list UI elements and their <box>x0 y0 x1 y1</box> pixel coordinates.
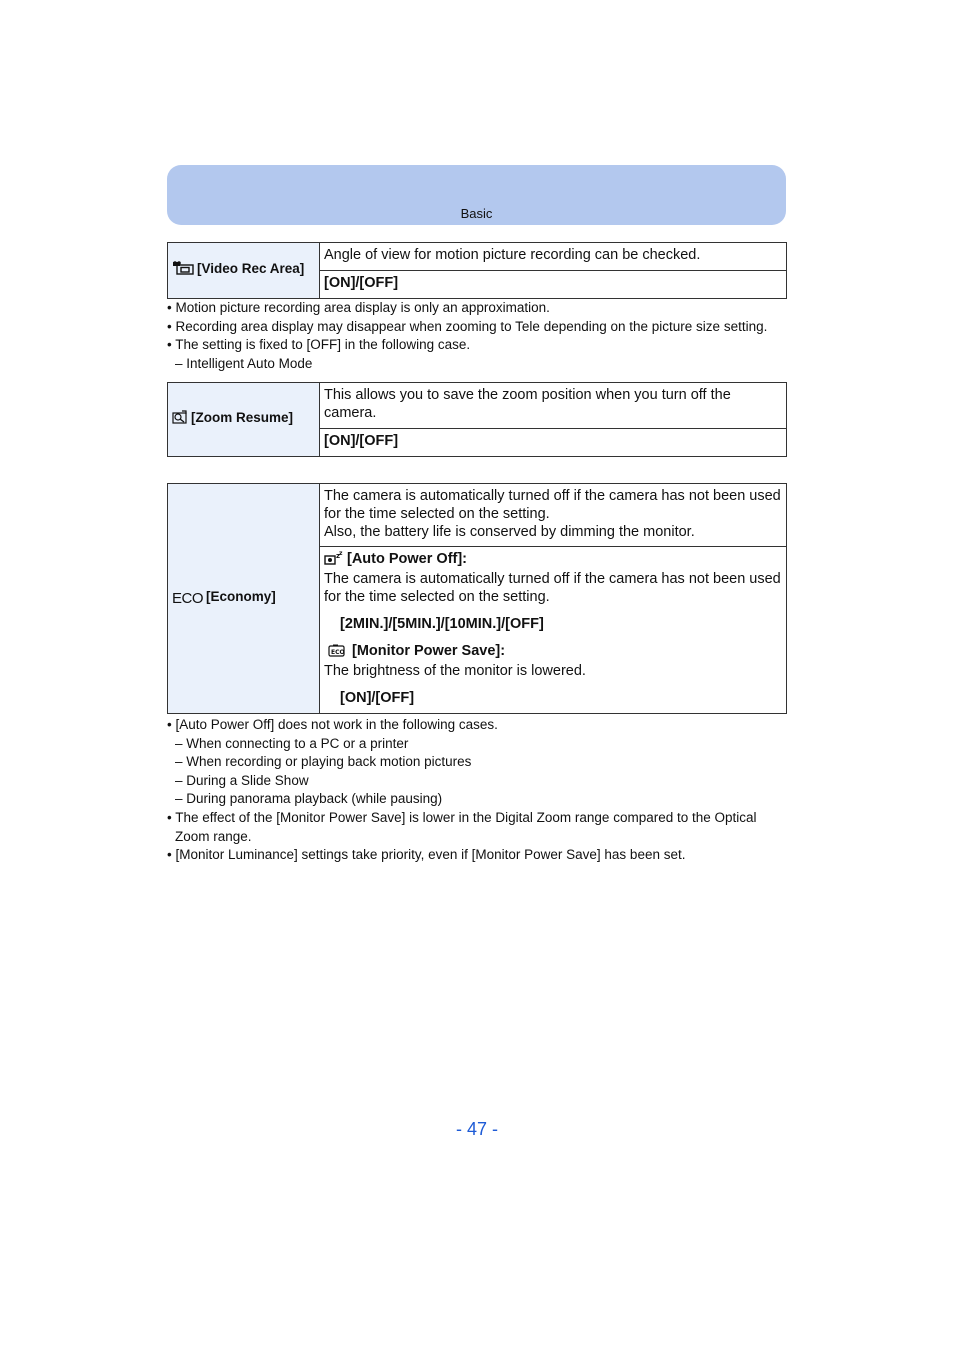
economy-label-cell <box>168 484 320 714</box>
auto-power-off-icon <box>324 551 344 570</box>
monitor-power-save-options: [ON]/[OFF] <box>340 690 415 706</box>
monitor-power-save-icon <box>328 644 345 662</box>
eco-icon: ECO <box>172 590 204 607</box>
svg-text:z: z <box>336 552 341 560</box>
note-item: • [Monitor Luminance] settings take priority, even if [Monitor Power Save] has been set. <box>167 847 686 863</box>
section-header-band <box>167 165 786 225</box>
economy-label: [Economy] <box>206 589 276 604</box>
video-rec-area-description: Angle of view for motion picture recording can be checked. <box>320 243 787 271</box>
note-sub-item: – When recording or playing back motion pictures <box>175 754 472 770</box>
zoom-resume-options: [ON]/[OFF] <box>320 429 787 457</box>
zoom-resume-table <box>167 382 787 457</box>
section-header-label: Basic <box>460 206 493 221</box>
note-item: • Recording area display may disappear when zooming to Tele depending on the picture size setting. <box>167 318 768 334</box>
video-rec-area-table <box>167 242 787 299</box>
economy-description <box>320 484 787 547</box>
video-rec-area-label-cell <box>168 243 320 299</box>
zoom-resume-label: [Zoom Resume] <box>191 410 294 425</box>
svg-text:ECO: ECO <box>331 649 345 656</box>
economy-table <box>167 483 787 714</box>
economy-description-line2: Also, the battery life is conserved by dimming the monitor. <box>324 524 695 540</box>
auto-power-off-heading <box>324 550 782 570</box>
video-rec-area-label: [Video Rec Area] <box>197 261 305 276</box>
zoom-resume-label-cell <box>168 383 320 457</box>
page-number: - 47 - <box>455 1119 498 1139</box>
note-sub-item: – When connecting to a PC or a printer <box>175 735 409 751</box>
auto-power-off-title: [Auto Power Off]: <box>347 551 468 567</box>
zoom-resume-icon <box>172 410 188 429</box>
zoom-resume-description: This allows you to save the zoom position when you turn off the camera. <box>320 383 787 429</box>
svg-text:z: z <box>339 551 343 557</box>
auto-power-off-options: [2MIN.]/[5MIN.]/[10MIN.]/[OFF] <box>340 616 544 632</box>
economy-settings-cell <box>320 547 787 714</box>
monitor-power-save-text: The brightness of the monitor is lowered. <box>324 663 586 679</box>
video-rec-area-icon <box>172 261 194 280</box>
note-item: • The effect of the [Monitor Power Save] is lower in the Digital Zoom range compared to the Optical Zoom range. <box>167 809 757 844</box>
monitor-power-save-title: [Monitor Power Save]: <box>352 643 506 659</box>
video-rec-area-notes <box>167 299 792 373</box>
note-item: • [Auto Power Off] does not work in the following cases. <box>167 717 498 732</box>
note-sub-item: – During a Slide Show <box>175 772 309 788</box>
note-item: • The setting is fixed to [OFF] in the following case. <box>167 337 471 353</box>
monitor-power-save-heading <box>324 642 782 662</box>
economy-notes <box>167 716 792 865</box>
note-sub-item: – During panorama playback (while pausing) <box>175 791 443 807</box>
note-sub-item: – Intelligent Auto Mode <box>175 355 313 371</box>
video-rec-area-options: [ON]/[OFF] <box>320 271 787 299</box>
economy-description-line1: The camera is automatically turned off if the camera has not been used for the time selected on the setting. <box>324 488 781 522</box>
auto-power-off-text: The camera is automatically turned off if the camera has not been used for the time selected on the setting. <box>324 571 781 605</box>
note-item: • Motion picture recording area display is only an approximation. <box>167 300 550 315</box>
